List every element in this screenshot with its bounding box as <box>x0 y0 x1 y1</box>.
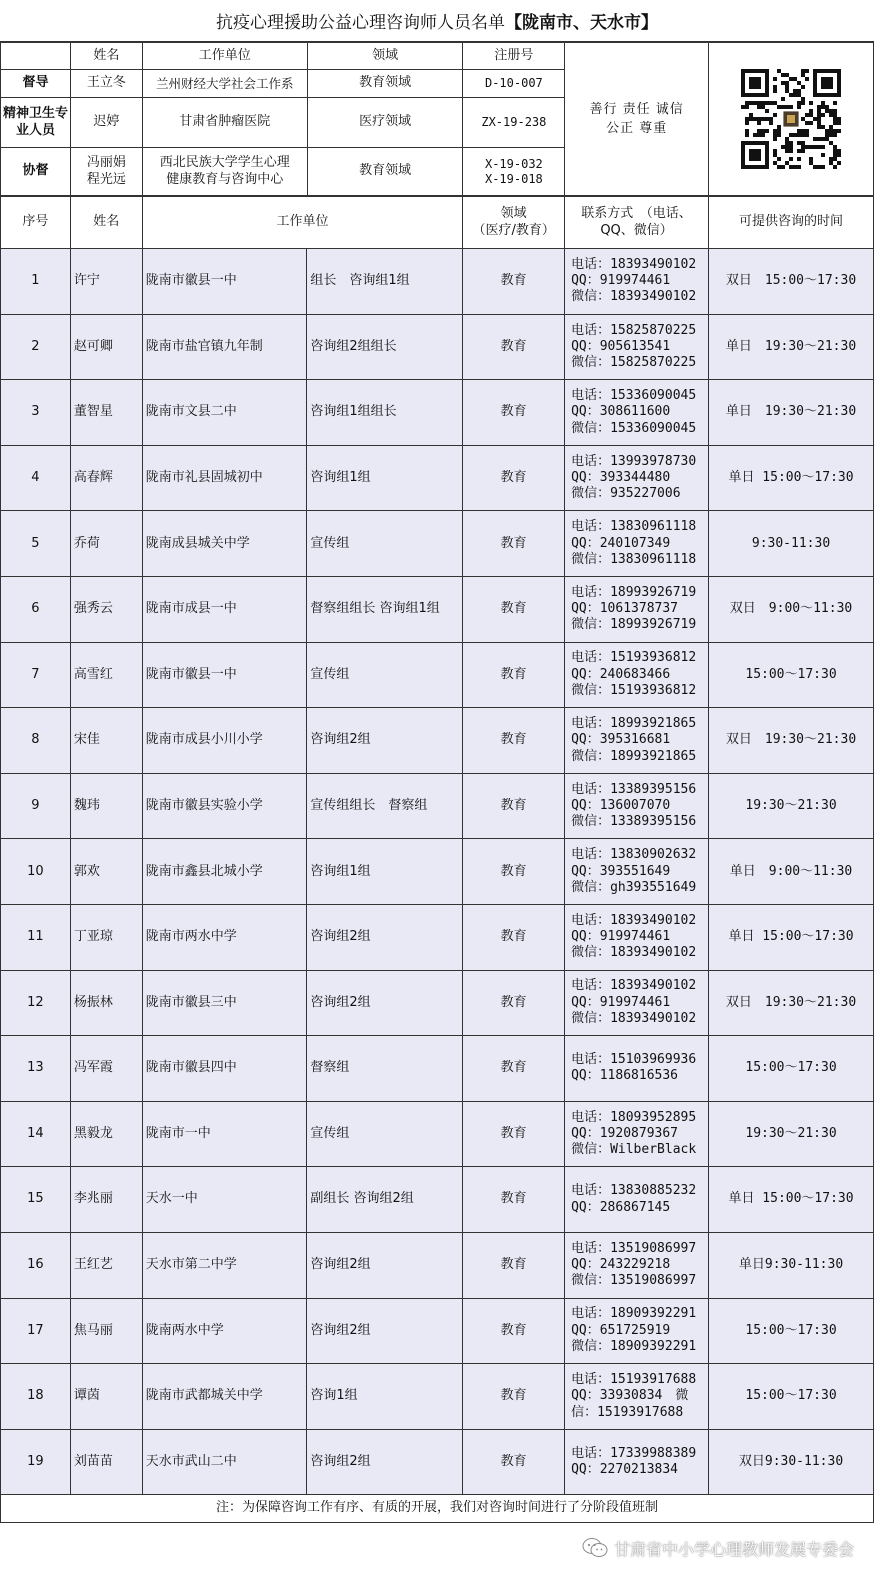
table-row <box>1 1036 874 1102</box>
row-contact <box>565 314 709 380</box>
row-name: 冯军霞 <box>70 1036 142 1102</box>
row-time: 双日 15:00～17:30 <box>709 249 874 315</box>
row-name: 强秀云 <box>70 576 142 642</box>
row-field: 教育 <box>463 445 565 511</box>
contact-line: QQ：2270213834 <box>571 1461 678 1477</box>
row-contact <box>565 1429 709 1495</box>
contact-line: QQ：919974461 <box>571 273 671 289</box>
row-name: 杨振林 <box>70 970 142 1036</box>
contact-line: QQ：286867145 <box>571 1199 671 1215</box>
header-time: 可提供咨询的时间 <box>709 197 874 249</box>
header-org: 工作单位 <box>142 197 463 249</box>
row-org: 陇南市成县小川小学 <box>142 708 307 774</box>
row-group: 副组长 咨询组2组 <box>307 1167 463 1233</box>
row-index: 6 <box>1 576 71 642</box>
row-org: 陇南市盐官镇九年制 <box>142 314 307 380</box>
staff-field: 医疗领域 <box>307 98 463 148</box>
row-index: 9 <box>1 773 71 839</box>
row-field: 教育 <box>463 511 565 577</box>
staff-name: 冯丽娟 程光远 <box>70 148 142 196</box>
row-time: 单日 19:30～21:30 <box>709 380 874 446</box>
contact-line: 电话：13830885232 <box>571 1183 697 1199</box>
contact-line: 电话：18393490102 <box>571 256 697 272</box>
contact-line: 微信：935227006 <box>571 486 681 502</box>
row-field: 教育 <box>463 1167 565 1233</box>
staff-org: 甘肃省肿瘤医院 <box>142 98 307 148</box>
row-contact <box>565 1167 709 1233</box>
row-time: 双日9:30-11:30 <box>709 1429 874 1495</box>
row-name: 高雪红 <box>70 642 142 708</box>
row-index: 2 <box>1 314 71 380</box>
contact-line: QQ：243229218 <box>571 1257 671 1273</box>
row-group: 咨询组2组 <box>307 1298 463 1364</box>
row-group: 督察组 <box>307 1036 463 1102</box>
title-region: 【陇南市、天水市】 <box>505 13 658 33</box>
row-group: 宣传组组长 督察组 <box>307 773 463 839</box>
row-field: 教育 <box>463 1298 565 1364</box>
row-group: 咨询组2组 <box>307 904 463 970</box>
contact-line: 电话：18993926719 <box>571 584 697 600</box>
counselor-table <box>0 196 874 1495</box>
header-field: 领域 （医疗/教育） <box>463 197 565 249</box>
table-row <box>1 576 874 642</box>
row-name: 刘苗苗 <box>70 1429 142 1495</box>
row-index: 8 <box>1 708 71 774</box>
table-row <box>1 839 874 905</box>
row-name: 丁亚琼 <box>70 904 142 970</box>
row-org: 陇南市徽县一中 <box>142 249 307 315</box>
contact-line: 电话：15193917688 <box>571 1372 697 1388</box>
staff-reg: D-10-007 <box>463 70 565 98</box>
row-contact <box>565 380 709 446</box>
row-contact <box>565 576 709 642</box>
row-index: 18 <box>1 1364 71 1430</box>
qr-cell <box>709 43 874 196</box>
row-org: 陇南市武都城关中学 <box>142 1364 307 1430</box>
row-org: 陇南成县城关中学 <box>142 511 307 577</box>
staff-org: 西北民族大学学生心理 健康教育与咨询中心 <box>142 148 307 196</box>
contact-line: QQ：240683466 <box>571 666 671 682</box>
row-field: 教育 <box>463 773 565 839</box>
contact-line: 电话：13830961118 <box>571 519 697 535</box>
contact-line: 电话：18393490102 <box>571 978 697 994</box>
table-row <box>1 445 874 511</box>
motto: 善行 责任 诚信 公正 尊重 <box>565 43 709 196</box>
wechat-icon <box>582 1537 608 1559</box>
row-field: 教育 <box>463 1036 565 1102</box>
row-group: 组长 咨询组1组 <box>307 249 463 315</box>
row-contact <box>565 1298 709 1364</box>
table-row <box>1 1167 874 1233</box>
contact-line: QQ：1061378737 <box>571 601 678 617</box>
table-row <box>1 314 874 380</box>
row-field: 教育 <box>463 314 565 380</box>
row-group: 咨询组2组 <box>307 1429 463 1495</box>
row-name: 乔荷 <box>70 511 142 577</box>
row-org: 陇南市文县二中 <box>142 380 307 446</box>
table-row <box>1 1232 874 1298</box>
contact-line: 微信：WilberBlack <box>571 1142 697 1158</box>
contact-line: 电话：18993921865 <box>571 716 697 732</box>
contact-line: 微信：gh393551649 <box>571 879 697 895</box>
contact-line: 微信：13389395156 <box>571 814 697 830</box>
contact-line: 电话：15825870225 <box>571 322 697 338</box>
row-org: 陇南市徽县三中 <box>142 970 307 1036</box>
row-field: 教育 <box>463 1364 565 1430</box>
row-name: 魏玮 <box>70 773 142 839</box>
row-contact <box>565 970 709 1036</box>
table-row <box>1 773 874 839</box>
row-index: 12 <box>1 970 71 1036</box>
header-index: 序号 <box>1 197 71 249</box>
row-name: 许宁 <box>70 249 142 315</box>
contact-line: 电话：17339988389 <box>571 1445 697 1461</box>
contact-line: 电话：18393490102 <box>571 912 697 928</box>
row-index: 7 <box>1 642 71 708</box>
row-org: 陇南两水中学 <box>142 1298 307 1364</box>
row-time: 单日 15:00～17:30 <box>709 445 874 511</box>
row-org: 天水一中 <box>142 1167 307 1233</box>
contact-line: 微信：15825870225 <box>571 355 697 371</box>
row-name: 高春辉 <box>70 445 142 511</box>
row-time: 单日9:30-11:30 <box>709 1232 874 1298</box>
row-time: 19:30～21:30 <box>709 1101 874 1167</box>
contact-line: 微信：18393490102 <box>571 1010 697 1026</box>
contact-line: 微信：15336090045 <box>571 420 697 436</box>
row-index: 1 <box>1 249 71 315</box>
row-name: 赵可卿 <box>70 314 142 380</box>
row-name: 黑毅龙 <box>70 1101 142 1167</box>
row-group: 咨询组2组 <box>307 1232 463 1298</box>
row-org: 陇南市徽县实验小学 <box>142 773 307 839</box>
staff-role: 精神卫生专业人员 <box>1 98 71 148</box>
table-row <box>1 1429 874 1495</box>
table-row <box>1 511 874 577</box>
row-time: 15:00～17:30 <box>709 1364 874 1430</box>
row-org: 天水市武山二中 <box>142 1429 307 1495</box>
row-contact <box>565 445 709 511</box>
contact-line: 电话：13519086997 <box>571 1240 697 1256</box>
row-contact <box>565 1232 709 1298</box>
contact-line: 微信：18393490102 <box>571 289 697 305</box>
staff-header-reg: 注册号 <box>463 43 565 70</box>
row-group: 咨询组1组 <box>307 839 463 905</box>
row-contact <box>565 773 709 839</box>
row-group: 咨询组1组 <box>307 445 463 511</box>
row-org: 陇南市礼县固城初中 <box>142 445 307 511</box>
contact-line: 微信：18393490102 <box>571 945 697 961</box>
row-index: 14 <box>1 1101 71 1167</box>
row-time: 单日 15:00～17:30 <box>709 1167 874 1233</box>
row-time: 15:00～17:30 <box>709 1036 874 1102</box>
row-field: 教育 <box>463 839 565 905</box>
row-contact <box>565 1036 709 1102</box>
row-contact <box>565 904 709 970</box>
contact-line: 微信：15193936812 <box>571 682 697 698</box>
staff-name: 迟婷 <box>70 98 142 148</box>
contact-line: QQ：393551649 <box>571 863 671 879</box>
contact-line: QQ：651725919 <box>571 1322 671 1338</box>
row-contact <box>565 839 709 905</box>
contact-line: 电话：15193936812 <box>571 650 697 666</box>
contact-line: QQ：393344480 <box>571 469 671 485</box>
qr-code-icon <box>741 69 841 169</box>
watermark <box>582 1530 854 1566</box>
row-index: 5 <box>1 511 71 577</box>
contact-line: QQ：136007070 <box>571 797 671 813</box>
staff-name: 王立冬 <box>70 70 142 98</box>
contact-line: QQ：395316681 <box>571 732 671 748</box>
row-time: 9:30-11:30 <box>709 511 874 577</box>
row-field: 教育 <box>463 1232 565 1298</box>
table-row <box>1 1364 874 1430</box>
row-org: 天水市第二中学 <box>142 1232 307 1298</box>
row-index: 10 <box>1 839 71 905</box>
row-org: 陇南市徽县一中 <box>142 642 307 708</box>
row-time: 双日 19:30～21:30 <box>709 708 874 774</box>
contact-line: 电话：13389395156 <box>571 781 697 797</box>
table-row <box>1 642 874 708</box>
row-name: 焦马丽 <box>70 1298 142 1364</box>
staff-reg: X-19-032 X-19-018 <box>463 148 565 196</box>
row-group: 咨询组1组组长 <box>307 380 463 446</box>
contact-line: QQ：919974461 <box>571 929 671 945</box>
row-field: 教育 <box>463 708 565 774</box>
row-org: 陇南市成县一中 <box>142 576 307 642</box>
table-row <box>1 1101 874 1167</box>
row-group: 咨询组2组组长 <box>307 314 463 380</box>
row-contact <box>565 1101 709 1167</box>
row-time: 单日 19:30～21:30 <box>709 314 874 380</box>
row-time: 15:00～17:30 <box>709 642 874 708</box>
row-time: 双日 9:00～11:30 <box>709 576 874 642</box>
header-contact: 联系方式 （电话、QQ、微信） <box>565 197 709 249</box>
row-index: 16 <box>1 1232 71 1298</box>
contact-line: 电话：13993978730 <box>571 453 697 469</box>
row-group: 宣传组 <box>307 642 463 708</box>
table-row <box>1 970 874 1036</box>
row-field: 教育 <box>463 249 565 315</box>
staff-header-row <box>1 43 874 70</box>
staff-header-org: 工作单位 <box>142 43 307 70</box>
row-name: 谭茵 <box>70 1364 142 1430</box>
watermark-text: 甘肃省中小学心理教师发展专委会 <box>613 1539 854 1559</box>
staff-table <box>0 42 874 196</box>
contact-line: 微信：13519086997 <box>571 1273 697 1289</box>
row-index: 4 <box>1 445 71 511</box>
title-main: 抗疫心理援助公益心理咨询师人员名单 <box>216 13 505 33</box>
header-name: 姓名 <box>70 197 142 249</box>
staff-org: 兰州财经大学社会工作系 <box>142 70 307 98</box>
row-org: 陇南市一中 <box>142 1101 307 1167</box>
row-group: 宣传组 <box>307 511 463 577</box>
contact-line: QQ：1186816536 <box>571 1068 678 1084</box>
staff-header-field: 领域 <box>307 43 463 70</box>
row-org: 陇南市徽县四中 <box>142 1036 307 1102</box>
row-time: 15:00～17:30 <box>709 1298 874 1364</box>
contact-line: 微信：18993921865 <box>571 748 697 764</box>
table-row <box>1 708 874 774</box>
row-field: 教育 <box>463 1429 565 1495</box>
row-org: 陇南市两水中学 <box>142 904 307 970</box>
page-title <box>0 0 874 42</box>
row-time: 单日 9:00～11:30 <box>709 839 874 905</box>
row-index: 17 <box>1 1298 71 1364</box>
row-field: 教育 <box>463 1101 565 1167</box>
staff-field: 教育领域 <box>307 148 463 196</box>
contact-line: 电话：18093952895 <box>571 1109 697 1125</box>
staff-header-blank <box>1 43 71 70</box>
contact-line: 电话：15103969936 <box>571 1052 697 1068</box>
row-name: 李兆丽 <box>70 1167 142 1233</box>
row-field: 教育 <box>463 380 565 446</box>
row-name: 宋佳 <box>70 708 142 774</box>
staff-header-name: 姓名 <box>70 43 142 70</box>
contact-line: QQ：308611600 <box>571 404 671 420</box>
table-row <box>1 904 874 970</box>
row-index: 11 <box>1 904 71 970</box>
contact-line: 微信：13830961118 <box>571 551 697 567</box>
contact-line: QQ：1920879367 <box>571 1125 678 1141</box>
row-group: 咨询组2组 <box>307 970 463 1036</box>
row-field: 教育 <box>463 642 565 708</box>
table-row <box>1 1298 874 1364</box>
staff-reg: ZX-19-238 <box>463 98 565 148</box>
row-org: 陇南市鑫县北城小学 <box>142 839 307 905</box>
table-header-row <box>1 197 874 249</box>
staff-role: 协督 <box>1 148 71 196</box>
contact-line: QQ：33930834 微 <box>571 1388 689 1404</box>
table-row <box>1 249 874 315</box>
contact-line: 电话：15336090045 <box>571 388 697 404</box>
contact-line: 电话：18909392291 <box>571 1306 697 1322</box>
contact-line: QQ：240107349 <box>571 535 671 551</box>
row-group: 宣传组 <box>307 1101 463 1167</box>
row-index: 3 <box>1 380 71 446</box>
contact-line: 信：15193917688 <box>571 1404 684 1420</box>
row-time: 单日 15:00～17:30 <box>709 904 874 970</box>
table-row <box>1 380 874 446</box>
row-group: 咨询组2组 <box>307 708 463 774</box>
row-contact <box>565 642 709 708</box>
contact-line: 微信：18909392291 <box>571 1338 697 1354</box>
row-time: 19:30～21:30 <box>709 773 874 839</box>
row-time: 双日 19:30～21:30 <box>709 970 874 1036</box>
row-index: 19 <box>1 1429 71 1495</box>
row-name: 王红艺 <box>70 1232 142 1298</box>
contact-line: 电话：13830902632 <box>571 847 697 863</box>
row-group: 咨询1组 <box>307 1364 463 1430</box>
row-contact <box>565 1364 709 1430</box>
staff-role: 督导 <box>1 70 71 98</box>
row-index: 15 <box>1 1167 71 1233</box>
row-name: 郭欢 <box>70 839 142 905</box>
contact-line: 微信：18993926719 <box>571 617 697 633</box>
contact-line: QQ：919974461 <box>571 994 671 1010</box>
footer-note: 注：为保障咨询工作有序、有质的开展，我们对咨询时间进行了分阶段值班制 <box>0 1489 874 1523</box>
row-index: 13 <box>1 1036 71 1102</box>
row-group: 督察组组长 咨询组1组 <box>307 576 463 642</box>
contact-line: QQ：905613541 <box>571 338 671 354</box>
row-field: 教育 <box>463 576 565 642</box>
row-contact <box>565 511 709 577</box>
row-field: 教育 <box>463 970 565 1036</box>
row-contact <box>565 249 709 315</box>
row-contact <box>565 708 709 774</box>
staff-field: 教育领域 <box>307 70 463 98</box>
row-name: 董智星 <box>70 380 142 446</box>
row-field: 教育 <box>463 904 565 970</box>
